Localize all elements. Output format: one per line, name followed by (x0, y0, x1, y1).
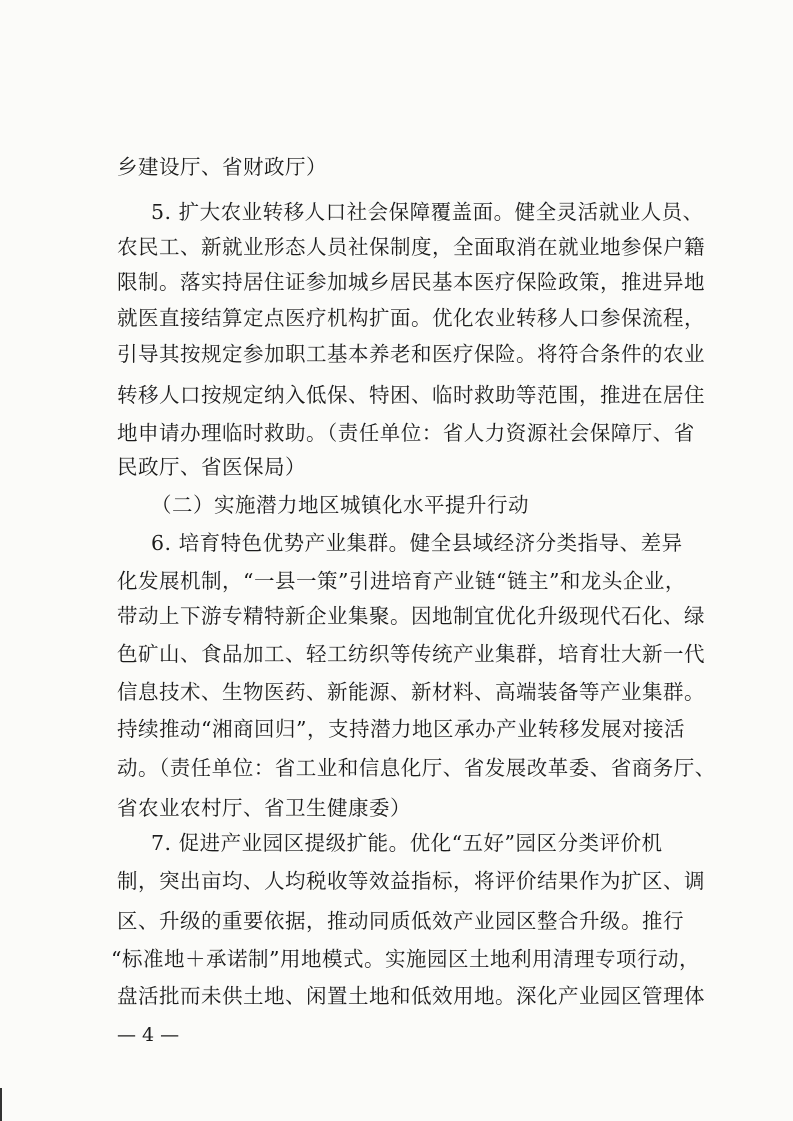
text-line: 动。（责任单位：省工业和信息化厅、省发展改革委、省商务厅、 (117, 756, 716, 780)
page-number: — 4 — (117, 1024, 180, 1046)
text-line: 省农业农村厅、省卫生健康委） (117, 796, 411, 820)
text-line: 带动上下游专精特新企业集聚。因地制宜优化升级现代石化、绿 (117, 604, 705, 628)
text-line: 农民工、新就业形态人员社保制度，全面取消在就业地参保户籍 (117, 235, 705, 259)
text-line: 就医直接结算定点医疗机构扩面。优化农业转移人口参保流程， (117, 306, 705, 330)
text-line: 民政厅、省医保局） (117, 455, 306, 479)
text-line: 乡建设厅、省财政厅） (117, 155, 327, 179)
text-line: 盘活批而未供土地、闲置土地和低效用地。深化产业园区管理体 (117, 984, 705, 1008)
text-line: 5. 扩大农业转移人口社会保障覆盖面。健全灵活就业人员、 (151, 200, 704, 224)
text-line: 6. 培育特色优势产业集群。健全县域经济分类指导、差异 (151, 531, 683, 555)
text-line: 限制。落实持居住证参加城乡居民基本医疗保险政策，推进异地 (117, 270, 705, 294)
text-line: 地申请办理临时救助。（责任单位：省人力资源社会保障厅、省 (117, 421, 695, 445)
text-line: 持续推动“湘商回归”，支持潜力地区承办产业转移发展对接活 (117, 717, 685, 741)
scan-edge-mark (0, 1088, 2, 1121)
text-line: 引导其按规定参加职工基本养老和医疗保险。将符合条件的农业 (117, 342, 705, 366)
text-line: 信息技术、生物医药、新能源、新材料、高端装备等产业集群。 (117, 680, 705, 704)
text-line: 区、升级的重要依据，推动同质低效产业园区整合升级。推行 (117, 909, 684, 933)
text-line: 化发展机制，“一县一策”引进培育产业链“链主”和龙头企业， (117, 569, 686, 593)
text-line: 色矿山、食品加工、轻工纺织等传统产业集群，培育壮大新一代 (117, 642, 705, 666)
text-line: 7. 促进产业园区提级扩能。优化“五好”园区分类评价机 (151, 831, 663, 855)
text-line: 转移人口按规定纳入低保、特困、临时救助等范围，推进在居住 (117, 383, 705, 407)
text-line: “标准地＋承诺制”用地模式。实施园区土地利用清理专项行动， (111, 947, 700, 971)
text-line: 制，突出亩均、人均税收等效益指标，将评价结果作为扩区、调 (117, 869, 705, 893)
section-heading: （二）实施潜力地区城镇化水平提升行动 (151, 493, 529, 517)
